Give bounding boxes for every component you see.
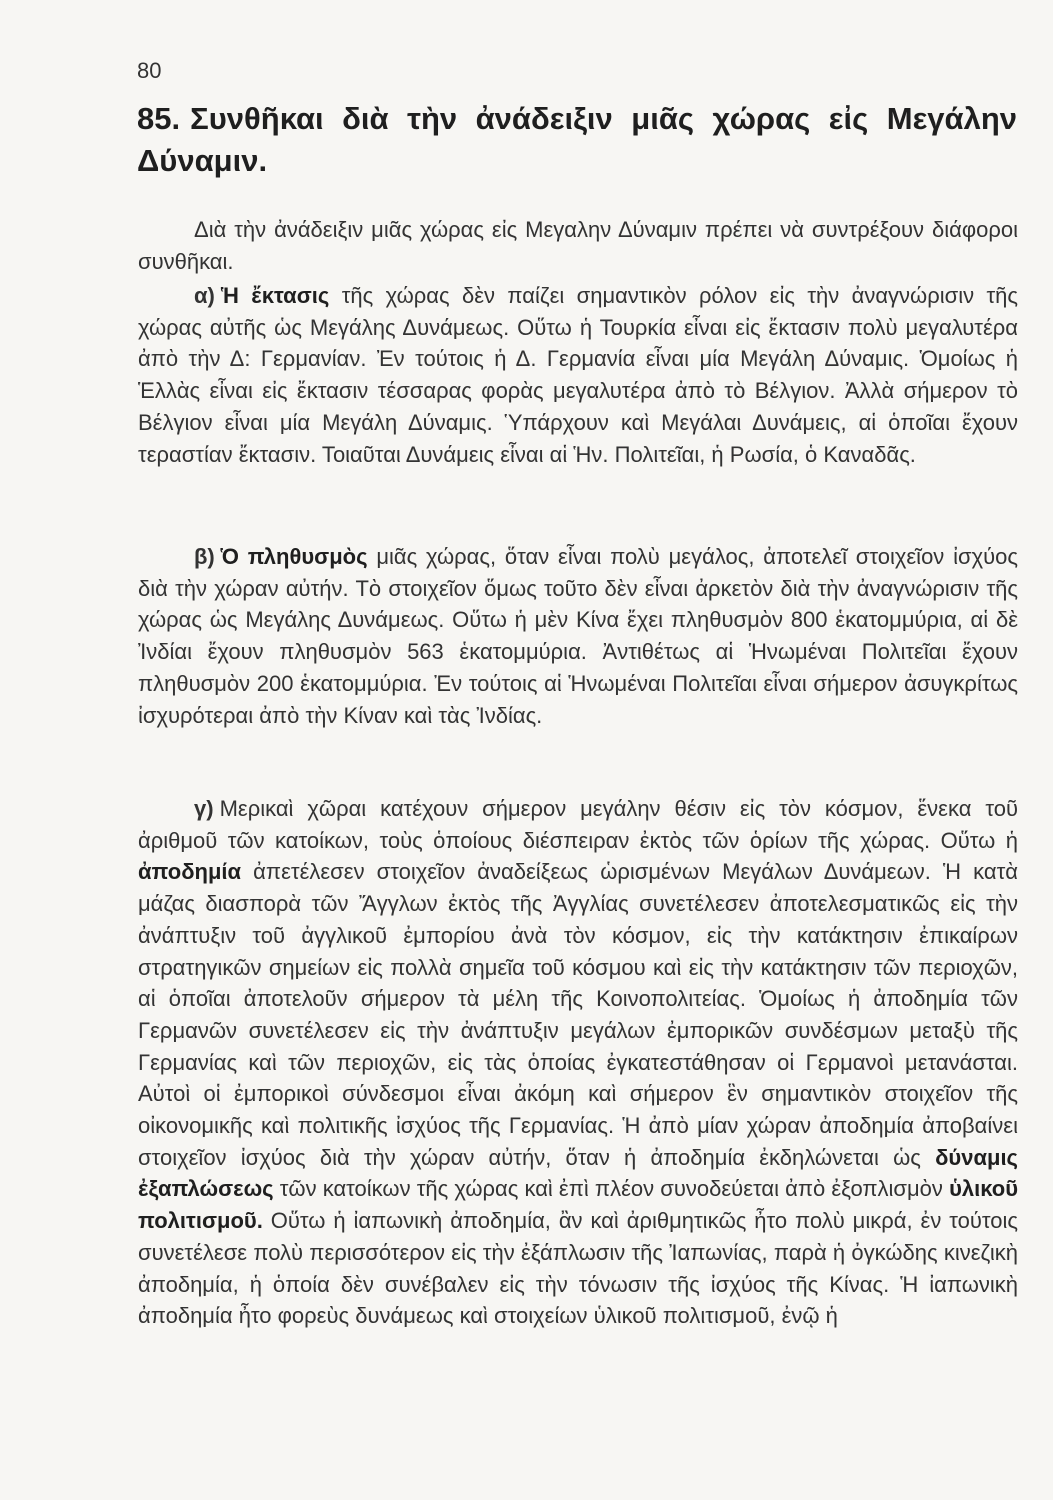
paragraph-c-text-3: τῶν κατοίκων τῆς χώρας καὶ ἐπὶ πλέον συνοδεύεται ἀπὸ ἐξοπλισμὸν	[279, 1176, 943, 1202]
paragraph-a-text: τῆς χώρας δὲν παίζει σημαντικὸν ρόλον εἰς τὴν ἀναγνώρισιν τῆς χώρας αὐτῆς ὡς Μεγάλης Δυνάμεως. Οὕτω ἡ Τουρκία εἶναι εἰς ἔκτασιν πολὺ μεγαλυτέρα ἀπὸ τὴν Δ: Γερμανίαν. Ἐν τούτοις ἡ Δ. Γερμανία εἶναι μία Μεγάλη Δύναμις. Ὁμοίως ἡ Ἑλλὰς εἶναι εἰς ἔκτασιν τέσσαρας φορὰς μεγαλυτέρα ἀπὸ τὸ Βέλγιον. Ἀλλὰ σήμερον τὸ Βέλγιον εἶναι μία Μεγάλη Δύναμις. Ὑπάρχουν καὶ Μεγάλαι Δυνάμεις, αἱ ὁποῖαι ἔχουν τεραστίαν ἔκτασιν. Τοιαῦται Δυνάμεις εἶναι αἱ Ἡν. Πολιτεῖαι, ἡ Ρωσία, ὁ Καναδᾶς.	[138, 283, 1019, 467]
paragraph-c-body	[138, 793, 1018, 1332]
paragraph-c-term-3: ὑλικοῦ πολιτισμοῦ.	[138, 1176, 1018, 1234]
section-heading	[137, 98, 1017, 182]
paragraph-b-text: μιᾶς χώρας, ὅταν εἶναι πολὺ μεγάλος, ἀποτελεῖ στοιχεῖον ἰσχύος διὰ τὴν χώραν αὐτήν. Τὸ στοιχεῖον ὅμως τοῦτο δὲν εἶναι ἀρκετὸν διὰ τὴν ἀναγνώρισιν τῆς χώρας ὡς Μεγάλης Δυνάμεως. Οὕτω ἡ μὲν Κίνα ἔχει πληθυσμὸν 800 ἑκατομμύρια, αἱ δὲ Ἰνδίαι ἔχουν πληθυσμὸν 563 ἑκατομμύρια. Ἀντιθέτως αἱ Ἡνωμέναι Πολιτεῖαι ἔχουν πληθυσμὸν 200 ἑκατομμύρια. Ἐν τούτοις αἱ Ἡνωμέναι Πολιτεῖαι εἶναι σήμερον ἀσυγκρίτως ἰσχυρότεραι ἀπὸ τὴν Κίναν καὶ τὰς Ἰνδίας.	[138, 544, 1018, 728]
paragraph-c-marker: γ)	[194, 796, 214, 821]
paragraph-b-marker: β)	[194, 544, 215, 569]
paragraph-b-term: Ὁ πληθυσμὸς	[220, 544, 368, 569]
intro-text: Διὰ τὴν ἀνάδειξιν μιᾶς χώρας εἰς Μεγαλην Δύναμιν πρέπει νὰ συντρέξουν διάφοροι συνθῆκαι.	[138, 217, 1018, 274]
paragraph-b	[138, 541, 1018, 731]
paragraph-a	[138, 280, 1018, 470]
paragraph-c-text-4: Οὕτω ἡ ἰαπωνικὴ ἀποδημία, ἂν καὶ ἀριθμητικῶς ἦτο πολὺ μικρά, ἐν τούτοις συνετέλεσε πολὺ περισσότερον εἰς τὴν ἐξάπλωσιν τῆς Ἰαπωνίας, παρὰ ἡ ὀγκώδης κινεζικὴ ἀποδημία, ἡ ὁποία δὲν συνέβαλεν εἰς τὴν τόνωσιν τῆς ἰσχύος τῆς Κίνας. Ἡ ἰαπωνικὴ ἀποδημία ἦτο φορεὺς δυνάμεως καὶ στοιχείων ὑλικοῦ πολιτισμοῦ, ἐνῷ ἡ	[138, 1208, 1018, 1329]
page-number: 80	[137, 58, 162, 83]
intro-paragraph	[138, 214, 1018, 277]
paragraph-b-body	[138, 541, 1018, 731]
paragraph-c-text-1: Μερικαὶ χῶραι κατέχουν σήμερον μεγάλην θέσιν εἰς τὸν κόσμον, ἕνεκα τοῦ ἀριθμοῦ τῶν κατοίκων, τοὺς ὁποίους διέσπειραν ἐκτὸς τῶν ὁρίων τῆς χώρας. Οὕτω ἡ	[138, 796, 1018, 853]
paragraph-a-body	[138, 280, 1018, 470]
heading-text: Συνθῆκαι διὰ τὴν ἀνάδειξιν μιᾶς χώρας εἰς Μεγάλην Δύναμιν.	[137, 101, 1017, 178]
paragraph-c-term-1: ἀποδημία	[138, 859, 242, 885]
paragraph-a-marker: α)	[194, 283, 215, 308]
paragraph-c	[138, 793, 1018, 1332]
paragraph-a-term: Ἡ ἔκτασις	[220, 283, 330, 308]
paragraph-c-term-2: δύναμις ἐξαπλώσεως	[138, 1144, 1018, 1202]
heading-number: 85.	[137, 101, 181, 136]
paragraph-c-text-2: ἀπετέλεσεν στοιχεῖον ἀναδείξεως ὡρισμένων Μεγάλων Δυνάμεων. Ἡ κατὰ μάζας διασπορὰ τῶν Ἄγγλων ἐκτὸς τῆς Ἀγγλίας συνετέλεσεν ἀποτελεσματικῶς εἰς τὴν ἀνάπτυξιν τοῦ ἀγγλικοῦ ἐμπορίου ἀνὰ τὸν κόσμον, εἰς τὴν κατάκτησιν ἐπικαίρων στρατηγικῶν σημείων εἰς πολλὰ σημεῖα τοῦ κόσμου καὶ εἰς τὴν κατάκτησιν τῶν περιοχῶν, αἱ ὁποῖαι ἀποτελοῦν σήμερον τὰ μέλη τῆς Κοινοπολιτείας. Ὁμοίως ἡ ἀποδημία τῶν Γερμανῶν συνετέλεσεν εἰς τὴν ἀνάπτυξιν μεγάλων ἐμπορικῶν συνδέσμων μεταξὺ τῆς Γερμανίας καὶ τῶν περιοχῶν, εἰς τὰς ὁποίας ἐγκατεστάθησαν οἱ Γερμανοὶ μετανάσται. Αὐτοὶ οἱ ἐμπορικοὶ σύνδεσμοι εἶναι ἀκόμη καὶ σήμερον ἓν σημαντικὸν στοιχεῖον τῆς οἰκονομικῆς καὶ πολιτικῆς ἰσχύος τῆς Γερμανίας. Ἡ ἀπὸ μίαν χώραν ἀποδημία ἀποβαίνει στοιχεῖον ἰσχύος διὰ τὴν χώραν αὐτήν, ὅταν ἡ ἀποδημία ἐκδηλώνεται ὡς	[138, 859, 1018, 1170]
